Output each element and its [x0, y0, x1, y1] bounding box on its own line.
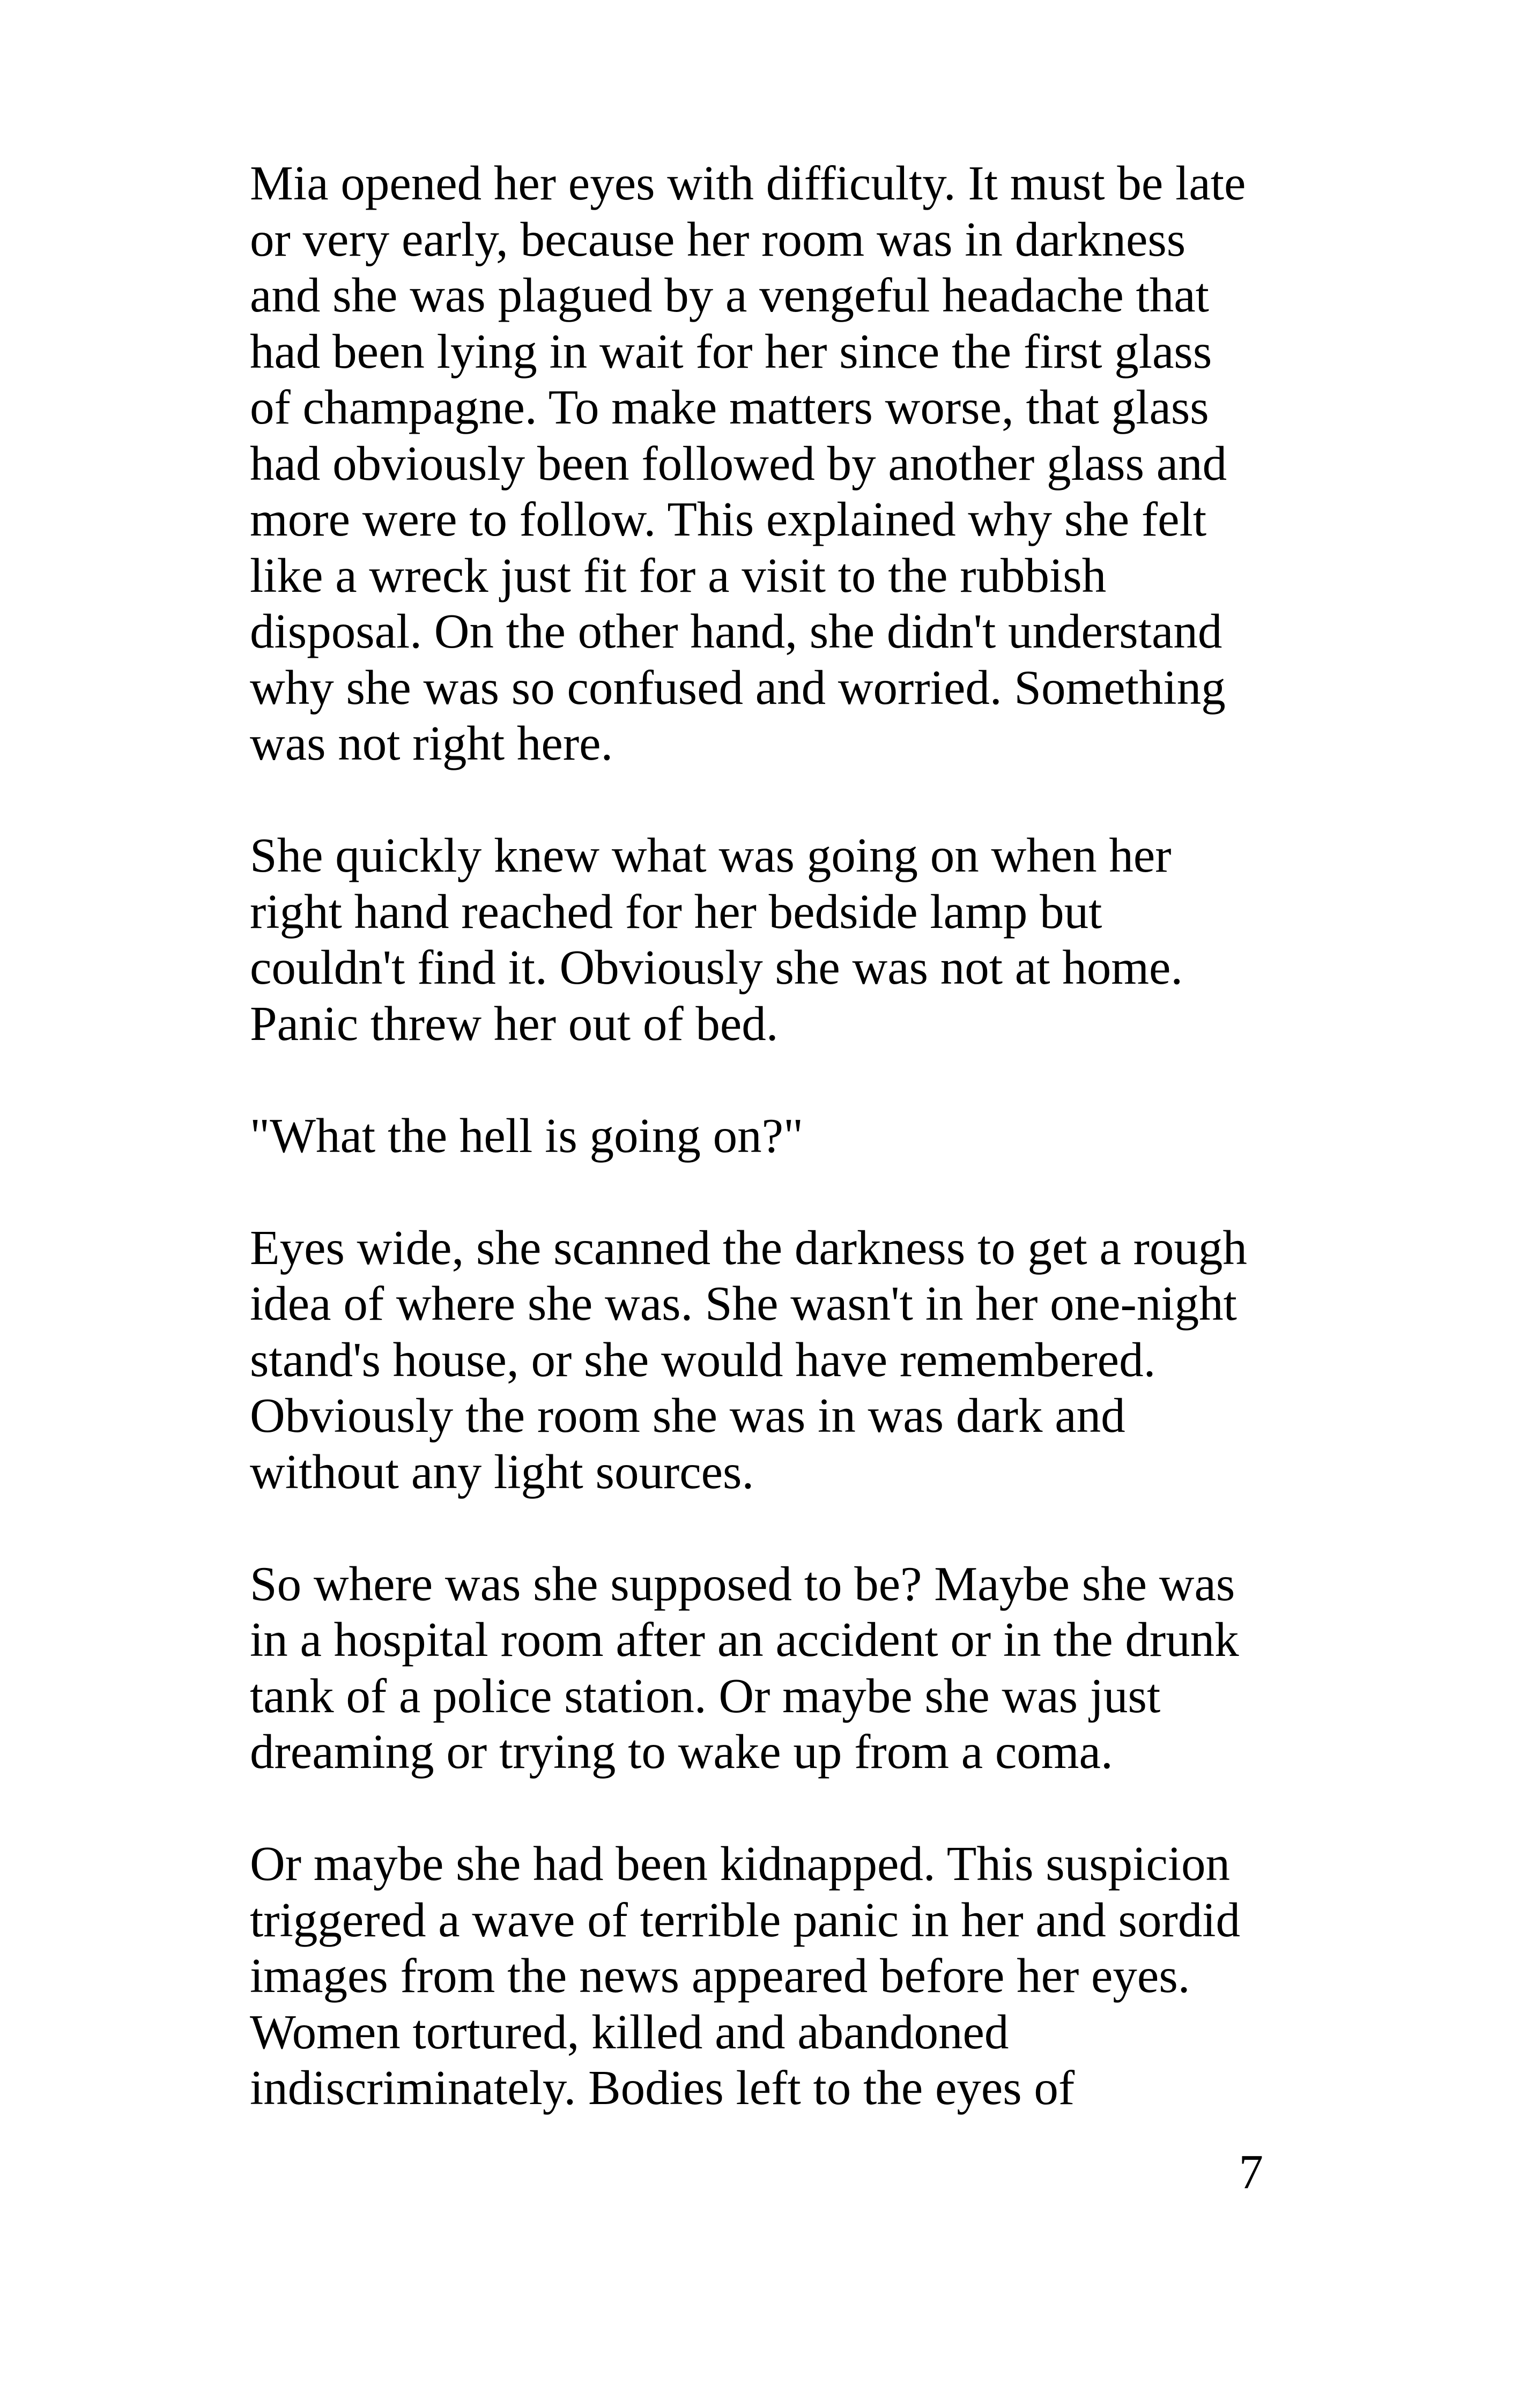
page-number: 7	[1239, 2145, 1263, 2199]
text-line: of champagne. To make matters worse, that glass	[250, 380, 1209, 434]
text-line: was not right here.	[250, 716, 613, 770]
text-line: like a wreck just fit for a visit to the rubbish	[250, 548, 1107, 603]
paragraph-spacer	[250, 1780, 1285, 1837]
text-line: Or maybe she had been kidnapped. This suspicion	[250, 1837, 1231, 1891]
text-line: disposal. On the other hand, she didn't understand	[250, 604, 1222, 658]
text-line: dreaming or trying to wake up from a coma.	[250, 1725, 1113, 1779]
paragraph-spacer	[250, 772, 1285, 828]
text-line: in a hospital room after an accident or in the drunk	[250, 1612, 1239, 1667]
text-line: and she was plagued by a vengeful headache that	[250, 268, 1209, 322]
text-line: more were to follow. This explained why she felt	[250, 492, 1207, 546]
text-line: indiscriminately. Bodies left to the eyes of	[250, 2061, 1075, 2115]
paragraph-6	[250, 1836, 1285, 2116]
text-line: images from the news appeared before her eyes.	[250, 1949, 1190, 2003]
paragraph-2	[250, 828, 1285, 1052]
text-line: tank of a police station. Or maybe she was just	[250, 1668, 1161, 1723]
text-line: or very early, because her room was in darkness	[250, 212, 1186, 266]
paragraph-spacer	[250, 1052, 1285, 1108]
text-line: had been lying in wait for her since the first glass	[250, 324, 1212, 378]
text-line: Mia opened her eyes with difficulty. It must be late	[250, 156, 1246, 210]
text-line: stand's house, or she would have remembered.	[250, 1332, 1156, 1387]
text-line: triggered a wave of terrible panic in her and sordid	[250, 1892, 1241, 1947]
text-line: Panic threw her out of bed.	[250, 996, 779, 1051]
text-line: Eyes wide, she scanned the darkness to get a rough	[250, 1220, 1247, 1275]
text-line: had obviously been followed by another glass and	[250, 436, 1227, 490]
text-line: idea of where she was. She wasn't in her one-night	[250, 1276, 1237, 1331]
paragraph-3	[250, 1108, 1285, 1164]
text-line: why she was so confused and worried. Something	[250, 660, 1226, 715]
paragraph-5	[250, 1556, 1285, 1780]
paragraph-1	[250, 155, 1285, 772]
body-text	[250, 155, 1285, 2116]
text-line: right hand reached for her bedside lamp but	[250, 884, 1102, 939]
text-line: So where was she supposed to be? Maybe she was	[250, 1556, 1235, 1611]
text-line: couldn't find it. Obviously she was not at home.	[250, 940, 1183, 994]
text-line: Obviously the room she was in was dark and	[250, 1388, 1125, 1443]
text-line: "What the hell is going on?"	[250, 1108, 804, 1163]
paragraph-4	[250, 1220, 1285, 1500]
text-line: She quickly knew what was going on when her	[250, 828, 1172, 882]
text-line: without any light sources.	[250, 1444, 754, 1499]
paragraph-spacer	[250, 1164, 1285, 1220]
text-line: Women tortured, killed and abandoned	[250, 2004, 1009, 2059]
paragraph-spacer	[250, 1500, 1285, 1556]
